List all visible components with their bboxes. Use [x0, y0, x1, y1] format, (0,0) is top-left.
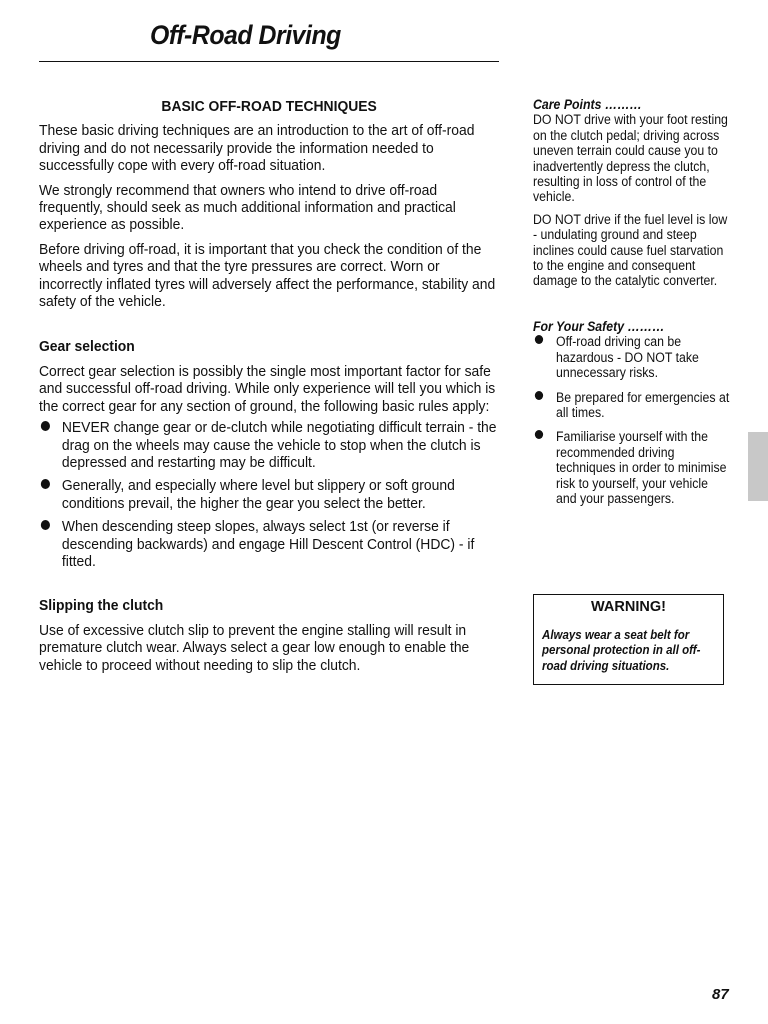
spacer	[39, 317, 499, 338]
bullet-icon	[41, 479, 50, 489]
list-item-text: Familiarise yourself with the recommended driving techniques in order to minimise risk to yourself, your vehicle and your passengers.	[556, 429, 727, 506]
slipping-clutch-text: Use of excessive clutch slip to prevent the engine stalling will result in premature clutch wear. Always select a gear low enough to enable the vehicle to proceed without needing to slip the clutch.	[39, 621, 470, 674]
section-heading: BASIC OFF-ROAD TECHNIQUES	[161, 98, 377, 115]
spacer	[39, 576, 499, 597]
bullet-icon	[535, 391, 543, 400]
list-item-text: Be prepared for emergencies at all times.	[556, 389, 730, 420]
main-column	[39, 98, 499, 681]
gear-selection-text: Correct gear selection is possibly the single most important factor for safe and successful off-road driving. While only experience will tell you which is the correct gear for any section of ground, the following basic rules apply:	[39, 362, 496, 415]
care-points-heading: Care Points ………	[533, 97, 642, 112]
for-your-safety-heading: For Your Safety ………	[533, 318, 665, 334]
warning-text: Always wear a seat belt for personal protection in all off-road driving situations.	[542, 627, 701, 673]
spacer	[533, 296, 731, 319]
list-item-text: When descending steep slopes, always select 1st (or reverse if descending backwards) and engage Hill Descent Control (HDC) - if fitted.	[61, 518, 475, 570]
intro-paragraph-1: These basic driving techniques are an introduction to the art of off-road driving and do not necessarily provide the information needed to successfully cope with every off-road situation.	[39, 122, 475, 175]
list-item-text: Off-road driving can be hazardous - DO NOT take unnecessary risks.	[556, 334, 699, 381]
warning-box	[533, 594, 724, 685]
sidebar-column	[533, 97, 731, 515]
section-thumb-tab	[748, 432, 768, 501]
title-rule	[39, 61, 499, 62]
list-item	[39, 419, 499, 471]
page-number: 87	[712, 986, 729, 1003]
list-item	[533, 429, 731, 506]
list-item-text: NEVER change gear or de-clutch while negotiating difficult terrain - the drag on the wheels may cause the vehicle to stop when the clutch is depressed and restarting may be difficult.	[61, 419, 497, 471]
safety-list	[533, 334, 731, 506]
slipping-clutch-heading: Slipping the clutch	[39, 597, 164, 615]
care-point-1: DO NOT drive with your foot resting on the clutch pedal; driving across uneven terrain could cause you to inadvertently depress the clutch, resulting in loss of control of the vehicle.	[533, 112, 728, 205]
page-title: Off-Road Driving	[150, 20, 341, 50]
list-item	[39, 477, 499, 512]
list-item-text: Generally, and especially where level but slippery or soft ground conditions prevail, the higher the gear you select the better.	[61, 477, 455, 512]
gear-selection-heading: Gear selection	[39, 338, 135, 356]
bullet-icon	[41, 421, 50, 431]
care-point-2: DO NOT drive if the fuel level is low - undulating ground and steep inclines could cause fuel starvation to the engine and consequent damage to the catalytic converter.	[533, 211, 728, 289]
list-item	[533, 390, 731, 421]
list-item	[39, 518, 499, 570]
intro-paragraph-3: Before driving off-road, it is important that you check the condition of the wheels and tyres and that the tyre pressures are correct. Worn or incorrectly inflated tyres will adversely affect the performance, stability and safety of the vehicle.	[39, 240, 496, 311]
bullet-icon	[41, 520, 50, 530]
list-item	[533, 334, 731, 380]
gear-selection-list	[39, 419, 499, 570]
warning-title: WARNING!	[591, 599, 666, 615]
intro-paragraph-2: We strongly recommend that owners who intend to drive off-road frequently, should seek as much additional information and practical experience as possible.	[39, 181, 456, 234]
bullet-icon	[535, 430, 543, 439]
bullet-icon	[535, 335, 543, 344]
